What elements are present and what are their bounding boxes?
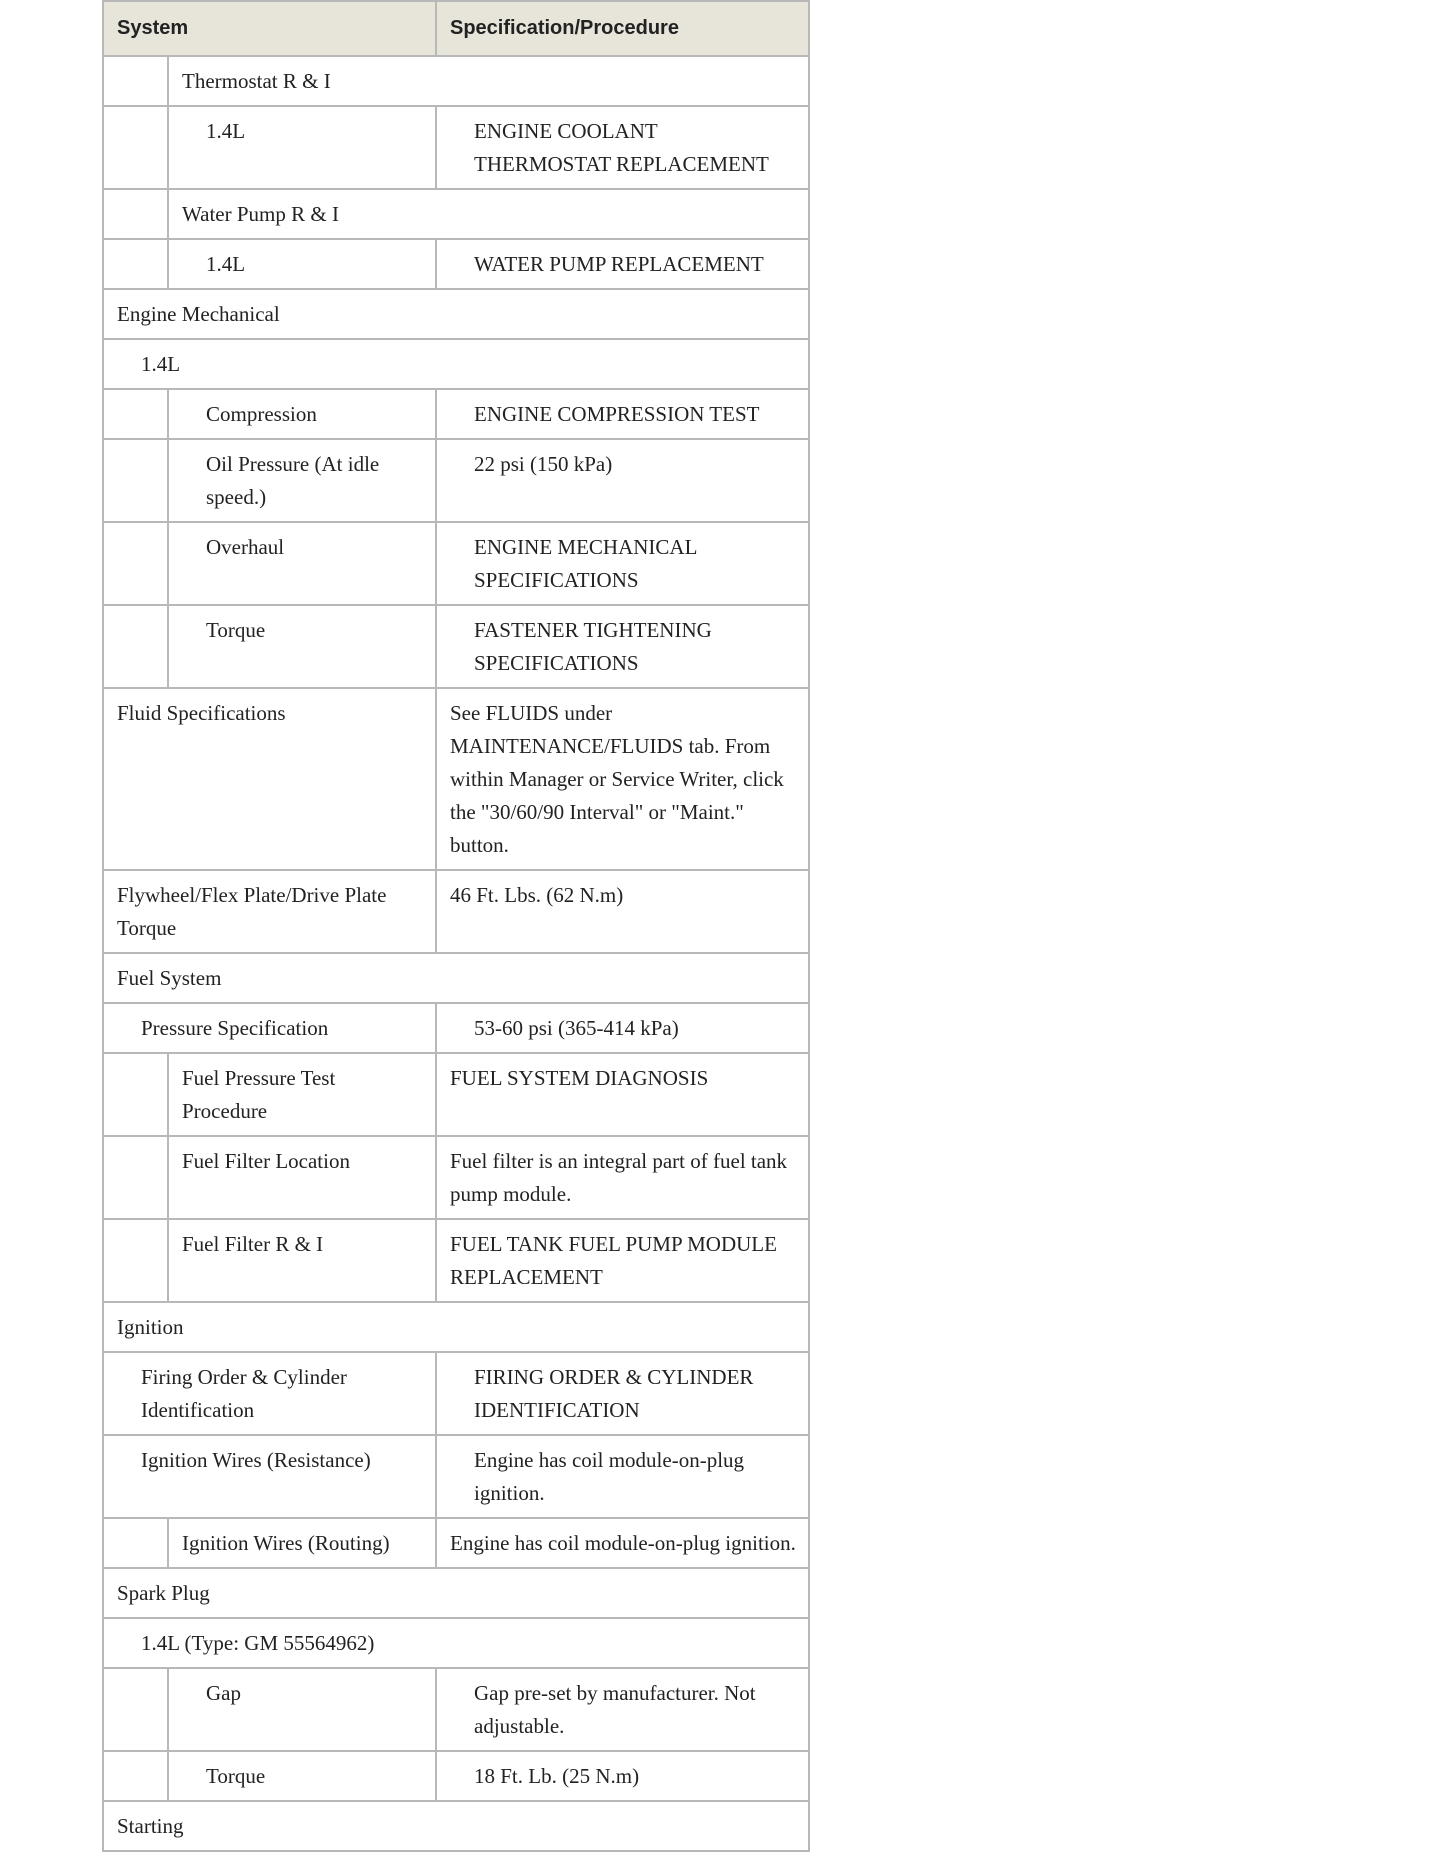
table-row — [103, 439, 809, 522]
spec-cell: See FLUIDS under MAINTENANCE/FLUIDS tab. From within Manager or Service Writer, click the "30/60/90 Interval" or "Maint." button. — [436, 688, 809, 870]
system-cell: Pressure Specification — [103, 1003, 436, 1053]
table-row — [103, 1302, 809, 1352]
spec-cell: ENGINE MECHANICAL SPECIFICATIONS — [436, 522, 809, 605]
table-row — [103, 1435, 809, 1518]
system-cell: Firing Order & Cylinder Identification — [103, 1352, 436, 1435]
indent-cell — [103, 522, 168, 605]
section-cell: Ignition — [103, 1302, 809, 1352]
indent-cell — [103, 239, 168, 289]
table-row — [103, 1053, 809, 1136]
indent-cell — [103, 1053, 168, 1136]
table-row — [103, 870, 809, 953]
specification-table — [102, 0, 810, 1852]
table-row — [103, 289, 809, 339]
spec-cell: ENGINE COOLANT THERMOSTAT REPLACEMENT — [436, 106, 809, 189]
subsection-cell: 1.4L — [103, 339, 809, 389]
section-cell: Spark Plug — [103, 1568, 809, 1618]
header-system: System — [103, 1, 436, 56]
spec-cell: FUEL TANK FUEL PUMP MODULE REPLACEMENT — [436, 1219, 809, 1302]
indent-cell — [103, 389, 168, 439]
indent-cell — [103, 1751, 168, 1801]
table-row — [103, 1751, 809, 1801]
section-cell: Engine Mechanical — [103, 289, 809, 339]
indent-cell — [103, 189, 168, 239]
system-cell: Ignition Wires (Resistance) — [103, 1435, 436, 1518]
header-specification: Specification/Procedure — [436, 1, 809, 56]
system-cell: Thermostat R & I — [168, 56, 809, 106]
table-row — [103, 1136, 809, 1219]
table-row — [103, 339, 809, 389]
system-cell: Fluid Specifications — [103, 688, 436, 870]
spec-cell: Fuel filter is an integral part of fuel tank pump module. — [436, 1136, 809, 1219]
spec-cell: ENGINE COMPRESSION TEST — [436, 389, 809, 439]
spec-cell: Gap pre-set by manufacturer. Not adjustable. — [436, 1668, 809, 1751]
indent-cell — [103, 1518, 168, 1568]
system-cell: 1.4L — [168, 106, 436, 189]
system-cell: Gap — [168, 1668, 436, 1751]
spec-cell: 46 Ft. Lbs. (62 N.m) — [436, 870, 809, 953]
table-row — [103, 389, 809, 439]
system-cell: Flywheel/Flex Plate/Drive Plate Torque — [103, 870, 436, 953]
system-cell: Fuel Pressure Test Procedure — [168, 1053, 436, 1136]
system-cell: Torque — [168, 605, 436, 688]
indent-cell — [103, 1668, 168, 1751]
section-cell: Fuel System — [103, 953, 809, 1003]
table-row — [103, 56, 809, 106]
spec-cell: 18 Ft. Lb. (25 N.m) — [436, 1751, 809, 1801]
table-row — [103, 953, 809, 1003]
table-row — [103, 688, 809, 870]
table-row — [103, 1568, 809, 1618]
indent-cell — [103, 106, 168, 189]
indent-cell — [103, 439, 168, 522]
spec-cell: WATER PUMP REPLACEMENT — [436, 239, 809, 289]
table-row — [103, 605, 809, 688]
table-row — [103, 189, 809, 239]
spec-cell: Engine has coil module-on-plug ignition. — [436, 1435, 809, 1518]
spec-cell: 53-60 psi (365-414 kPa) — [436, 1003, 809, 1053]
spec-cell: 22 psi (150 kPa) — [436, 439, 809, 522]
table-row — [103, 1518, 809, 1568]
indent-cell — [103, 605, 168, 688]
system-cell: Water Pump R & I — [168, 189, 809, 239]
table-row — [103, 1003, 809, 1053]
table-row — [103, 522, 809, 605]
spec-cell: FIRING ORDER & CYLINDER IDENTIFICATION — [436, 1352, 809, 1435]
indent-cell — [103, 1219, 168, 1302]
system-cell: Fuel Filter R & I — [168, 1219, 436, 1302]
subsection-cell: 1.4L (Type: GM 55564962) — [103, 1618, 809, 1668]
system-cell: Overhaul — [168, 522, 436, 605]
table-row — [103, 1618, 809, 1668]
indent-cell — [103, 56, 168, 106]
table-header-row — [103, 1, 809, 56]
spec-cell: Engine has coil module-on-plug ignition. — [436, 1518, 809, 1568]
spec-cell: FASTENER TIGHTENING SPECIFICATIONS — [436, 605, 809, 688]
table-row — [103, 1219, 809, 1302]
indent-cell — [103, 1136, 168, 1219]
system-cell: Compression — [168, 389, 436, 439]
table-row — [103, 239, 809, 289]
system-cell: Fuel Filter Location — [168, 1136, 436, 1219]
table-row — [103, 1352, 809, 1435]
system-cell: Torque — [168, 1751, 436, 1801]
section-cell: Starting — [103, 1801, 809, 1851]
spec-cell: FUEL SYSTEM DIAGNOSIS — [436, 1053, 809, 1136]
table-row — [103, 1668, 809, 1751]
table-row — [103, 1801, 809, 1851]
system-cell: Ignition Wires (Routing) — [168, 1518, 436, 1568]
system-cell: 1.4L — [168, 239, 436, 289]
table-row — [103, 106, 809, 189]
system-cell: Oil Pressure (At idle speed.) — [168, 439, 436, 522]
